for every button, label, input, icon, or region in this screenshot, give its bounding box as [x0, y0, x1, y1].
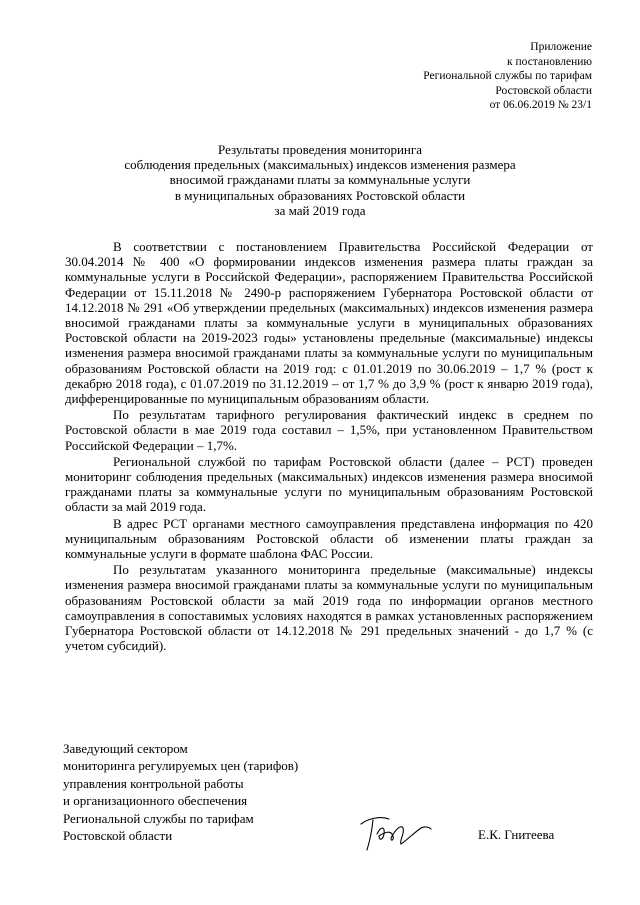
signer-position-line: мониторинга регулируемых цен (тарифов): [63, 758, 299, 774]
body-paragraph: В соответствии с постановлением Правительства Российской Федерации от 30.04.2014 № 400 «О формировании индексов изменения размера платы граждан за коммунальные услуги в Российской Федерации», распоряжением Правительства Российской Федерации от 15.11.2018 № 2490-р распоряжением Губернатора Ростовской области от 14.12.2018 № 291 «Об утверждении предельных (максимальных) индексов изменения размера вносимой гражданами платы за коммунальные услуги в муниципальных образованиях Ростовской области на 2019-2023 годы» установлены предельные (максимальные) индексы изменения размера вносимой гражданами платы за коммунальные услуги по муниципальным образованиям Ростовской области на 2019 год: с 01.01.2019 по 30.06.2019 – 1,7 % (рост к декабрю 2018 года), с 01.07.2019 по 31.12.2019 – от 1,7 % до 3,9 % (рост к январю 2019 года), дифференцированные по муниципальным образованиям области.: [65, 239, 593, 407]
title-line: в муниципальных образованиях Ростовской области: [174, 187, 466, 203]
body-paragraph: Региональной службой по тарифам Ростовской области (далее – РСТ) проведен мониторинг соблюдения предельных (максимальных) индексов изменения размера вносимой гражданами платы за коммунальные услуги по муниципальным образованиям Ростовской области за май 2019 года.: [65, 453, 593, 515]
body-paragraph: В адрес РСТ органами местного самоуправления представлена информация по 420 муниципальным образованиям Ростовской области об изменении платы граждан за коммунальные услуги в формате шаблона ФАС России.: [65, 515, 593, 562]
signer-name: Е.К. Гнитеева: [478, 827, 555, 842]
signer-position-line: управления контрольной работы: [63, 775, 244, 791]
appendix-line: к постановлению: [507, 55, 592, 68]
document-body: [65, 239, 593, 654]
signer-position-line: Заведующий сектором: [63, 741, 188, 756]
appendix-line: Ростовской области: [495, 84, 592, 97]
title-line: вносимой гражданами платы за коммунальные услуги: [169, 172, 471, 188]
signer-position-line: Региональной службы по тарифам: [63, 810, 254, 826]
signer-position-line: Ростовской области: [63, 828, 173, 844]
signer-position: [63, 740, 298, 844]
signer-position-line: и организационного обеспечения: [63, 793, 248, 809]
appendix-header: [423, 40, 592, 113]
body-paragraph: По результатам тарифного регулирования фактический индекс в среднем по Ростовской области в мае 2019 года составил – 1,5%, при установленном Правительством Российской Федерации – 1,7%.: [65, 407, 593, 453]
document-title: [60, 142, 580, 218]
title-line: соблюдения предельных (максимальных) индексов изменения размера: [124, 157, 516, 173]
appendix-line: Региональной службы по тарифам: [423, 70, 592, 83]
handwritten-signature: [355, 810, 435, 852]
title-line: Результаты проведения мониторинга: [218, 142, 422, 157]
appendix-line: Приложение: [530, 41, 592, 53]
title-line: за май 2019 года: [274, 202, 366, 218]
appendix-line: от 06.06.2019 № 23/1: [489, 99, 592, 112]
body-paragraph: По результатам указанного мониторинга предельные (максимальные) индексы изменения размера вносимой гражданами платы за коммунальные услуги по муниципальным образованиям Ростовской области за май 2019 года по информации органов местного самоуправления в сопоставимых условиях находятся в рамках установленных распоряжением Губернатора Ростовской области от 14.12.2018 № 291 предельных значений - до 1,7 % (с учетом субсидий).: [65, 562, 593, 654]
